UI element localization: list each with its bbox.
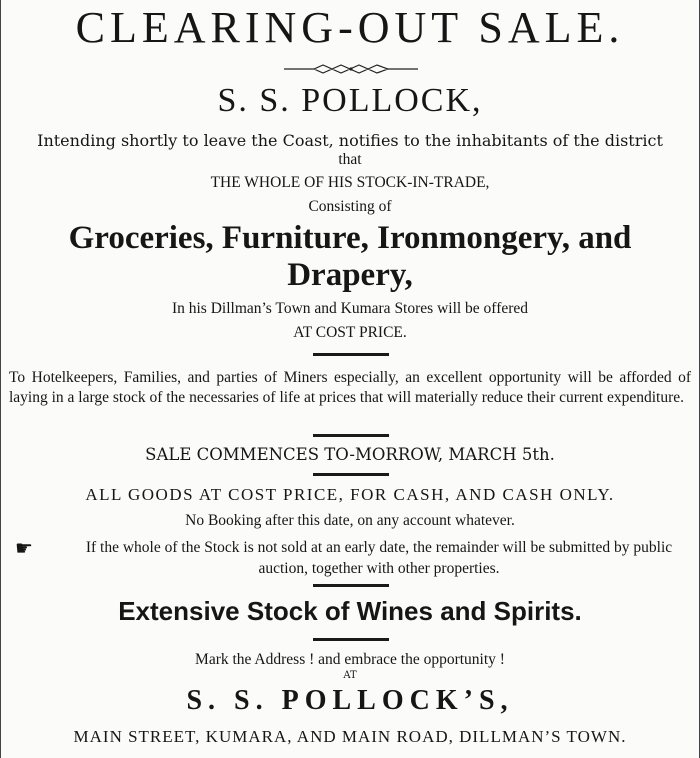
divider-rule	[313, 584, 389, 587]
headline: CLEARING-OUT SALE.	[75, 3, 625, 52]
divider-rule	[313, 473, 389, 476]
no-booking: No Booking after this date, on any account whatever.	[185, 512, 515, 529]
pointing-hand-icon: ☛	[15, 536, 33, 560]
address: MAIN STREET, KUMARA, AND MAIN ROAD, DILLMAN’S TOWN.	[73, 727, 627, 746]
offer-paragraph: To Hotelkeepers, Families, and parties of Miners especially, an excellent opportunity will be afforded of laying in a large stock of the necessaries of life at prices that will materially reduce their current expenditure.	[9, 369, 691, 406]
divider-rule	[313, 434, 389, 437]
divider-rule	[313, 353, 389, 356]
auction-notice: If the whole of the Stock is not sold at an early date, the remainder will be submitted by public auction, together with other properties.	[85, 539, 673, 577]
wines-spirits: Extensive Stock of Wines and Spirits.	[118, 596, 582, 626]
divider-rule	[313, 638, 389, 641]
merchant-possessive: S. S. POLLOCK’S,	[186, 685, 514, 716]
goods-line-2: Drapery,	[287, 257, 413, 293]
stock-in-trade: THE WHOLE OF HIS STOCK-IN-TRADE,	[210, 174, 490, 191]
intro-that: that	[338, 151, 362, 168]
at-label: AT	[343, 670, 357, 681]
goods-line-1: Groceries, Furniture, Ironmongery, and	[68, 220, 632, 256]
mark-address: Mark the Address ! and embrace the opportunity !	[195, 651, 505, 668]
cash-terms: ALL GOODS AT COST PRICE, FOR CASH, AND CASH ONLY.	[85, 485, 615, 504]
consisting-of: Consisting of	[308, 198, 392, 215]
sale-commences: SALE COMMENCES TO-MORROW, MARCH 5th.	[145, 445, 555, 464]
cost-price: AT COST PRICE.	[293, 324, 407, 341]
ornament-divider-icon	[1, 60, 699, 79]
stores-line: In his Dillman’s Town and Kumara Stores will be offered	[171, 300, 529, 317]
merchant-name: S. S. POLLOCK,	[217, 82, 483, 119]
intro-line: Intending shortly to leave the Coast, notifies to the inhabitants of the district	[37, 131, 663, 150]
